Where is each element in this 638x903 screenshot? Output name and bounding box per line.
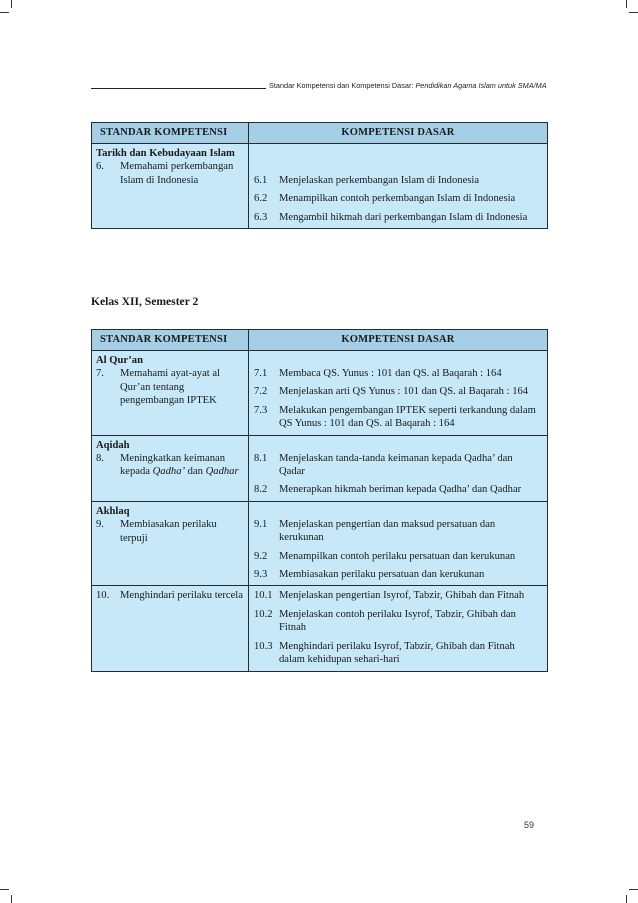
sk-cell: [92, 144, 249, 228]
group-heading: Tarikh dan Kebudayaan Islam: [96, 148, 235, 159]
sk-text-part: dan: [185, 466, 206, 478]
crop-mark: [11, 895, 12, 903]
kd-item: [254, 608, 541, 635]
crop-mark: [629, 889, 638, 890]
kd-item: [254, 367, 541, 380]
group-heading: Al Qur’an: [96, 355, 143, 366]
crop-mark: [11, 0, 12, 8]
kd-item: [254, 550, 541, 563]
kd-text: Menjelaskan pengertian Isyrof, Tabzir, Ghibah dan Fitnah: [279, 590, 525, 602]
kd-text: Membaca QS. Yunus : 101 dan QS. al Baqarah : 164: [279, 368, 502, 379]
kd-item: [254, 385, 541, 398]
kd-number: 10.3: [254, 640, 273, 652]
sk-number: 7.: [96, 368, 104, 380]
kd-number: 6.1: [254, 175, 268, 186]
kd-text: Menghindari perilaku Isyrof, Tabzir, Ghibah dan Fitnah dalam kehidupan sehari-hari: [279, 640, 515, 666]
kd-text: Membiasakan perilaku persatuan dan kerukunan: [279, 569, 485, 581]
section-title: Kelas XII, Semester 2: [91, 295, 199, 308]
kd-text: Menerapkan hikmah beriman kepada Qadha’ dan Qadhar: [279, 484, 522, 496]
sk-item: [96, 518, 244, 545]
sk-cell: [92, 436, 249, 501]
kd-text: Mengambil hikmah dari perkembangan Islam di Indonesia: [279, 211, 528, 223]
competency-table-1: [91, 122, 548, 229]
kd-text: Menjelaskan pengertian dan maksud persatuan dan kerukunan: [279, 518, 496, 544]
kd-number: 8.1: [254, 452, 268, 464]
kd-number: 10.2: [254, 608, 273, 620]
kd-number: 7.3: [254, 404, 268, 416]
kd-cell: [249, 351, 547, 435]
kd-text: Melakukan pengembangan IPTEK seperti terkandung dalam QS Yunus : 101 dan QS. al Baqarah : 164: [279, 404, 536, 430]
kd-text: Menjelaskan perkembangan Islam di Indonesia: [279, 175, 480, 186]
kd-item: [254, 589, 541, 602]
kd-number: 9.1: [254, 518, 268, 530]
table-header: [92, 330, 547, 351]
column-header-kompetensi-dasar: KOMPETENSI DASAR: [341, 334, 455, 345]
sk-cell: [92, 502, 249, 586]
kd-text: Menjelaskan contoh perilaku Isyrof, Tabzir, Ghibah dan Fitnah: [279, 608, 516, 634]
kd-item: [254, 483, 541, 496]
crop-mark: [626, 895, 627, 903]
sk-number: 9.: [96, 519, 104, 531]
sk-item: [96, 589, 244, 602]
table-row: [92, 436, 547, 502]
kd-number: 7.1: [254, 368, 268, 379]
sk-term-qadhar: Qadhar: [205, 466, 239, 478]
sk-text-part: Meningkatkan keimanan kepada: [120, 453, 226, 478]
sk-text: Menghindari perilaku tercela: [120, 590, 243, 602]
kd-number: 9.2: [254, 550, 268, 562]
sk-item: [96, 160, 244, 187]
sk-term-qadha: Qadha’: [152, 466, 186, 478]
kd-item: [254, 404, 541, 431]
running-header: [269, 81, 569, 90]
table-row: [92, 586, 547, 670]
crop-mark: [629, 12, 638, 13]
kd-item: [254, 518, 541, 545]
column-header-standar-kompetensi: STANDAR KOMPETENSI: [92, 330, 249, 350]
header-rule: [91, 88, 266, 89]
kd-number: 8.2: [254, 484, 268, 496]
page-number: 59: [524, 820, 535, 830]
sk-number: 10.: [96, 590, 110, 602]
sk-number: 6.: [96, 161, 104, 173]
kd-item: [254, 568, 541, 581]
kd-text: Menjelaskan tanda-tanda keimanan kepada Qadha’ dan Qadar: [279, 452, 513, 478]
table-row: [92, 502, 547, 587]
kd-text: Menjelaskan arti QS Yunus : 101 dan QS. al Baqarah : 164: [279, 386, 529, 398]
kd-number: 10.1: [254, 590, 273, 602]
crop-mark: [626, 0, 627, 8]
kd-text: Menampilkan contoh perilaku persatuan dan kerukunan: [279, 550, 516, 562]
group-heading: Aqidah: [96, 439, 130, 451]
sk-text: [120, 452, 244, 479]
table-row: [92, 144, 547, 228]
sk-text: Membiasakan perilaku terpuji: [120, 519, 217, 544]
sk-text: Memahami perkembangan Islam di Indonesia: [120, 161, 234, 186]
header-book-title: Pendidikan Agama Islam untuk SMA/MA: [415, 81, 547, 90]
kd-item: [254, 192, 541, 205]
sk-text: Memahami ayat-ayat al Qur’an tentang pengembangan IPTEK: [120, 368, 221, 407]
kd-item: [254, 211, 541, 224]
table-row: [92, 351, 547, 436]
kd-item: [254, 174, 541, 187]
kd-cell: [249, 436, 547, 501]
kd-number: 7.2: [254, 386, 268, 398]
sk-item: [96, 367, 244, 407]
group-heading: Akhlaq: [96, 505, 130, 517]
header-prefix: Standar Kompetensi dan Kompetensi Dasar:: [269, 81, 416, 90]
kd-number: 6.3: [254, 211, 268, 223]
sk-item: [96, 452, 244, 479]
column-header-standar-kompetensi: STANDAR KOMPETENSI: [92, 123, 249, 143]
kd-item: [254, 640, 541, 667]
kd-cell: [249, 144, 547, 228]
kd-cell: [249, 586, 547, 670]
crop-mark: [0, 12, 9, 13]
sk-cell: [92, 586, 249, 670]
crop-mark: [0, 889, 9, 890]
kd-number: 9.3: [254, 569, 268, 581]
kd-text: Menampilkan contoh perkembangan Islam di Indonesia: [279, 193, 516, 205]
competency-table-2: [91, 329, 548, 672]
kd-cell: [249, 502, 547, 586]
sk-number: 8.: [96, 453, 104, 465]
table-header: [92, 123, 547, 144]
kd-number: 6.2: [254, 193, 268, 205]
kd-item: [254, 452, 541, 479]
sk-cell: [92, 351, 249, 435]
column-header-kompetensi-dasar: KOMPETENSI DASAR: [341, 127, 455, 138]
